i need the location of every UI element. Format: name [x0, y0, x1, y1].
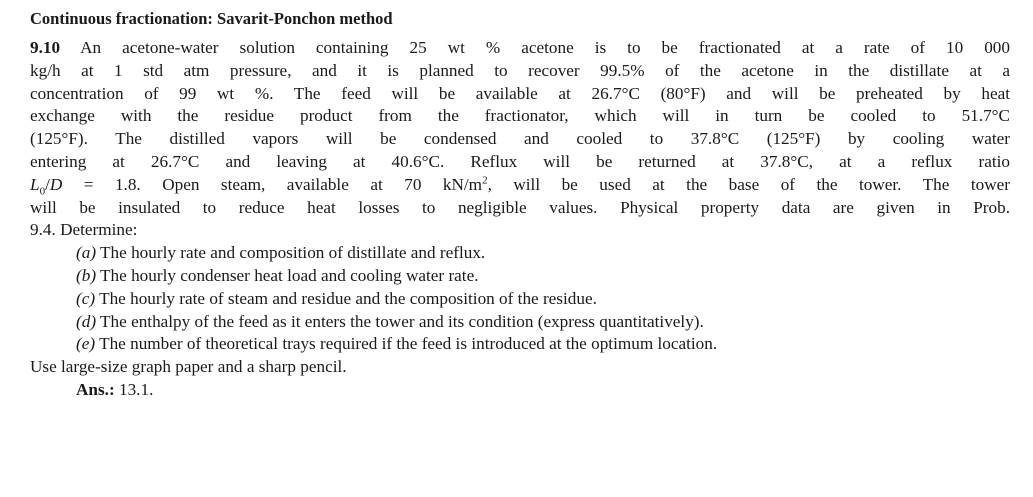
- list-item-d: [30, 311, 1010, 334]
- item-letter: (d): [76, 311, 97, 331]
- answer-label: Ans.:: [76, 379, 115, 399]
- problem-text-line: will be insulated to reduce heat losses to negligible values. Physical property data are given in Prob.: [30, 197, 1010, 217]
- problem-line-7-reflux-ratio: [30, 174, 1010, 197]
- problem-text-line: entering at 26.7°C and leaving at 40.6°C. Reflux will be returned at 37.8°C, at a reflux ratio: [30, 151, 1010, 171]
- symbol-L: L: [30, 174, 40, 194]
- item-text: The hourly rate and composition of distillate and reflux.: [100, 243, 486, 263]
- answer-value: 13.1.: [118, 379, 154, 399]
- list-item-b: [30, 265, 1010, 288]
- problem-line-8: [30, 197, 1010, 220]
- item-text: The hourly condenser heat load and cooling water rate.: [100, 265, 479, 285]
- problem-number: 9.10: [30, 38, 61, 57]
- problem-line-9: [30, 219, 1010, 242]
- answer-line: [30, 379, 1010, 402]
- problem-line-5: [30, 128, 1010, 151]
- reflux-ratio-tail: , will be used at the base of the tower. The tower: [487, 174, 1011, 194]
- problem-line-1: [30, 37, 1010, 60]
- problem-text-line: exchange with the residue product from the fractionator, which will in turn be cooled to 51.7°C: [30, 106, 1010, 126]
- item-text: The number of theoretical trays required if the feed is introduced at the optimum location.: [99, 334, 718, 354]
- problem-text-line: concentration of 99 wt %. The feed will be available at 26.7°C (80°F) and will be preheated by heat: [30, 83, 1010, 103]
- item-letter: (c): [76, 288, 96, 308]
- problem-text-line: (125°F). The distilled vapors will be condensed and cooled to 37.8°C (125°F) by cooling water: [30, 129, 1010, 149]
- problem-line-6: [30, 151, 1010, 174]
- section-title: Continuous fractionation: Savarit-Ponchon method: [30, 9, 393, 28]
- item-letter: (e): [76, 334, 96, 354]
- item-text: The enthalpy of the feed as it enters the tower and its condition (express quantitatively).: [100, 311, 704, 331]
- item-text: The hourly rate of steam and residue and the composition of the residue.: [99, 288, 597, 308]
- symbol-D: D: [49, 174, 63, 194]
- textbook-page: [30, 8, 1010, 402]
- slash: /: [45, 174, 50, 194]
- subscript-0: 0: [39, 185, 46, 198]
- list-item-e: [30, 333, 1010, 356]
- problem-line-4: [30, 105, 1010, 128]
- problem-line-3: [30, 83, 1010, 106]
- reflux-ratio-text: = 1.8. Open steam, available at 70 kN/m: [62, 174, 483, 194]
- problem-line-2: [30, 60, 1010, 83]
- closing-line: Use large-size graph paper and a sharp pencil.: [30, 357, 347, 377]
- superscript-2: 2: [482, 174, 488, 187]
- problem-text-line: An acetone-water solution containing 25 wt % acetone is to be fractionated at a rate of 10 000: [80, 38, 1010, 57]
- item-letter: (b): [76, 265, 97, 285]
- list-item-a: [30, 242, 1010, 265]
- problem-text-line: 9.4. Determine:: [30, 220, 138, 240]
- problem-text-line: kg/h at 1 std atm pressure, and it is planned to recover 99.5% of the acetone in the distillate at a: [30, 60, 1010, 80]
- list-item-c: [30, 288, 1010, 311]
- item-letter: (a): [76, 243, 97, 263]
